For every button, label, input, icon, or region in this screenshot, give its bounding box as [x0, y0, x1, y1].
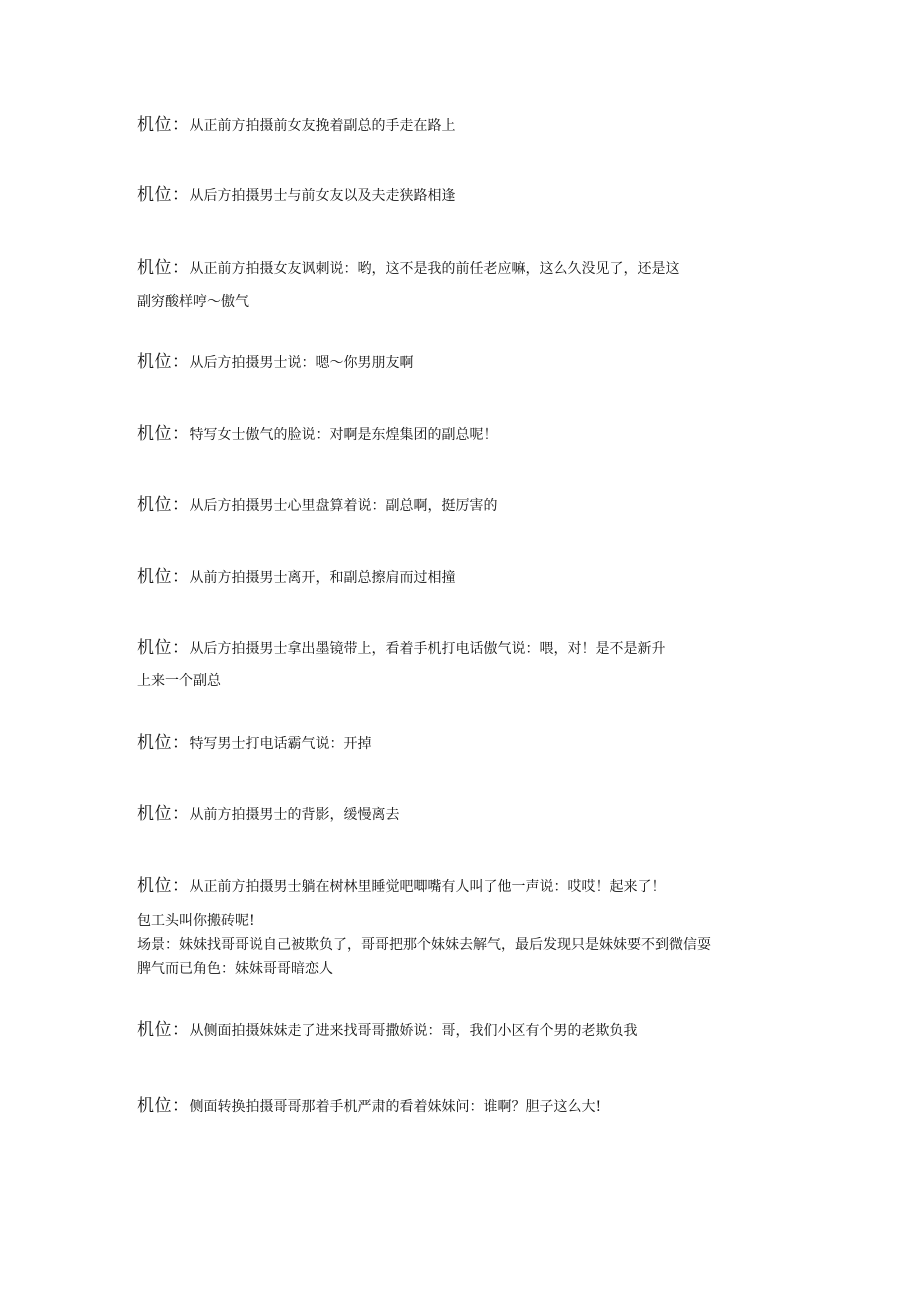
- shot-text: 从后方拍摄男士心里盘算着说：副总啊，挺厉害的: [189, 498, 498, 514]
- shot-text: 从正前方拍摄男士躺在树林里睡觉吧唧嘴有人叫了他一声说：哎哎！起来了！: [189, 879, 666, 895]
- shot-label: 机位：: [137, 1020, 190, 1040]
- shot-label: 机位：: [137, 495, 190, 515]
- scene-description-line-1: 场景：妹妹找哥哥说自己被欺负了，哥哥把那个妹妹去解气，最后发现只是妹妹要不到微信耍: [137, 937, 711, 953]
- shot-label: 机位：: [137, 1096, 190, 1116]
- shot-text: 从后方拍摄男士拿出墨镜带上，看着手机打电话傲气说：喂，对！是不是新升: [189, 641, 666, 657]
- shot-label: 机位：: [137, 352, 190, 372]
- shot-line-2: [137, 185, 456, 206]
- shot-label: 机位：: [137, 258, 190, 278]
- shot-text: 特写女士傲气的脸说：对啊是东煌集团的副总呢！: [189, 427, 498, 443]
- scene-description-line-2: 脾气而已角色：妹妹哥哥暗恋人: [137, 961, 333, 977]
- shot-line-3-continuation: 副穷酸样哼～傲气: [137, 294, 249, 310]
- shot-line-5: [137, 424, 498, 445]
- shot-text: 侧面转换拍摄哥哥那着手机严肃的看着妹妹问：谁啊？胆子这么大!: [189, 1099, 602, 1115]
- shot-line-11-continuation: 包工头叫你搬砖呢!: [137, 913, 255, 929]
- shot-label: 机位：: [137, 567, 190, 587]
- shot-text: 特写男士打电话霸气说：开掉: [189, 736, 372, 752]
- shot-text: 从正前方拍摄前女友挽着副总的手走在路上: [189, 118, 456, 134]
- shot-line-8-continuation: 上来一个副总: [137, 673, 221, 689]
- shot-label: 机位：: [137, 638, 190, 658]
- shot-text: 从前方拍摄男士的背影，缓慢离去: [189, 807, 400, 823]
- shot-text: 从后方拍摄男士与前女友以及夫走狭路相逢: [189, 188, 456, 204]
- shot-label: 机位：: [137, 876, 190, 896]
- shot-line-9: [137, 733, 372, 754]
- shot-line-11: [137, 876, 666, 897]
- shot-line-1: [137, 115, 456, 136]
- shot-line-7: [137, 567, 456, 588]
- shot-label: 机位：: [137, 733, 190, 753]
- shot-text: 从侧面拍摄妹妹走了进来找哥哥撒娇说：哥，我们小区有个男的老欺负我: [189, 1023, 638, 1039]
- shot-label: 机位：: [137, 424, 190, 444]
- shot-line-6: [137, 495, 498, 516]
- shot-text: 从后方拍摄男士说：嗯～你男朋友啊: [189, 355, 414, 371]
- shot-label: 机位：: [137, 804, 190, 824]
- shot-line-10: [137, 804, 400, 825]
- shot-text: 从正前方拍摄女友讽刺说：哟，这不是我的前任老应嘛，这么久没见了，还是这: [189, 261, 680, 277]
- shot-text: 从前方拍摄男士离开，和副总擦肩而过相撞: [189, 570, 456, 586]
- shot-line-12: [137, 1020, 638, 1041]
- shot-label: 机位：: [137, 115, 190, 135]
- shot-line-3: [137, 258, 680, 279]
- shot-line-8: [137, 638, 666, 659]
- shot-line-4: [137, 352, 414, 373]
- shot-line-13: [137, 1096, 601, 1117]
- shot-label: 机位：: [137, 185, 190, 205]
